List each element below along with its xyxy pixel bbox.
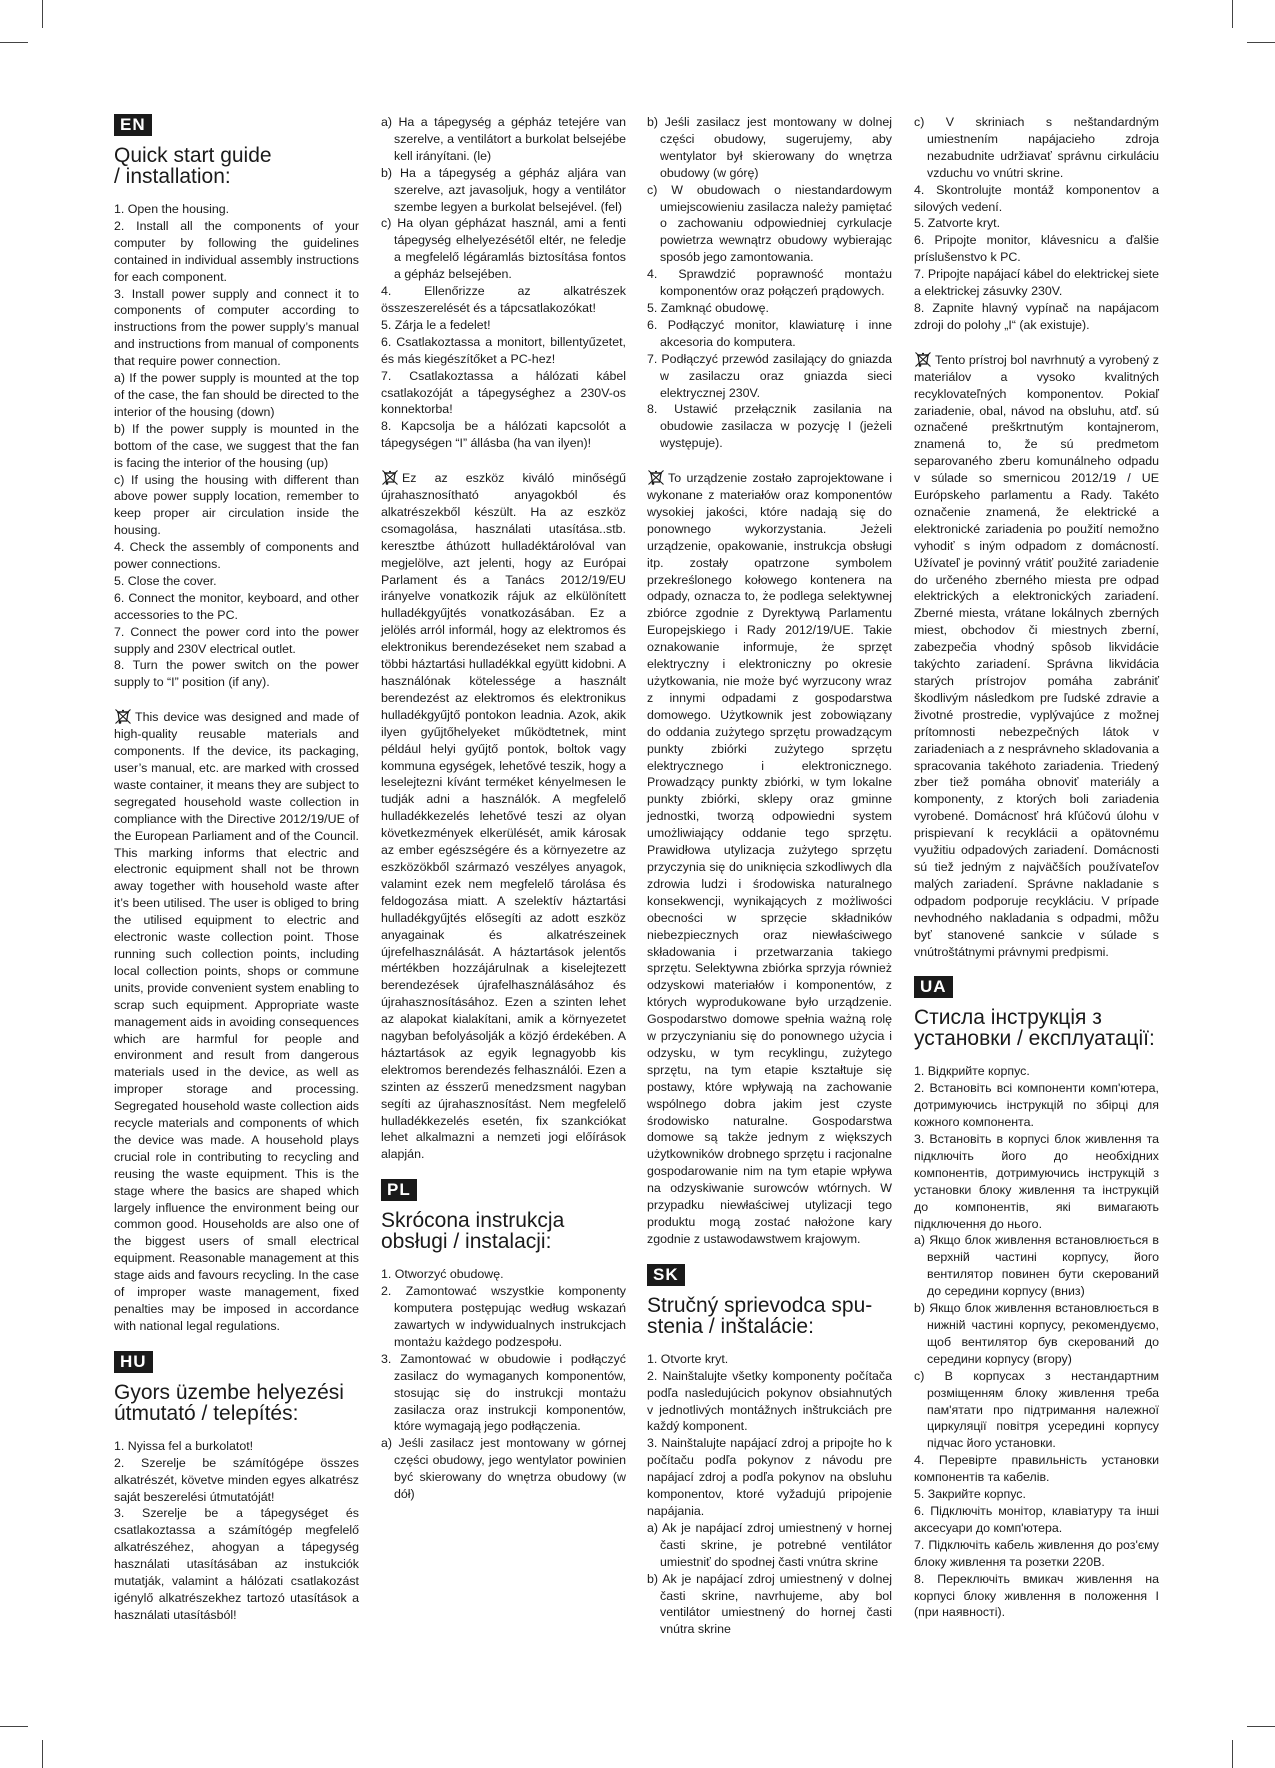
- step: 7. Connect the power cord into the power supply and 230V electrical outlet.: [114, 624, 359, 656]
- step: a) Ha a tápegység a gépház tetejére van szerelve, a ventilátort a burkolat belsejébe kell irányítani. (le): [381, 115, 626, 163]
- step: c) If using the housing with different than above power supply location, remember to keep proper air circulation inside the housing.: [114, 472, 359, 538]
- weee-notice-pl: To urządzenie zostało zaprojektowane i wykonane z materiałów oraz komponentów wysokiej jakości, które nadają się do ponownego wykorzystania. Jeżeli urządzenie, opakowanie, instrukcja obsługi itp. zostały opatrzone symbolem przekreślonego kołowego kontenera na odpady, oznacza to, że podlega selektywnej zbiórce zgodnie z Dyrektywą Parlamentu Europejskiego i Rady 2012/19/UE. Takie oznakowanie informuje, że sprzęt elektryczny i elektroniczny po okresie użytkowania, nie może być wyrzucony wraz z innymi odpadami z gospodarstwa domowego. Użytkownik jest zobowiązany do oddania zużytego sprzętu prowadzącym punkty zbiórki zużytego sprzętu elektrycznego i elektronicznego. Prowadzący punkty zbiórki, w tym lokalne punkty zbiórki, sklepy oraz gminne jednostki, tworzą odpowiedni system umożliwiający oddanie tego sprzętu. Prawidłowa utylizacja zużytego sprzętu przyczynia się do uniknięcia szkodliwych dla zdrowia ludzi i środowiska naturalnego konsekwencji, wynikających z możliwości obecności w sprzęcie składników niebezpiecznych oraz niewłaściwego składowania i przetwarzania takiego sprzętu. Selektywna zbiórka sprzyja również odzyskowi materiałów i komponentów, z których wyprodukowane było urządzenie. Gospodarstwo domowe spełnia ważną rolę w przyczynianiu się do ponownego użycia i odzysku, w tym recyklingu, zużytego sprzętu, na tym etapie kształtuje się postawy, które wpływają na zachowanie wspólnego dobra jakim jest czyste środowisko naturalne. Gospodarstwa domowe są także jednym z większych użytkowników drobnego sprzętu i racjonalne gospodarowanie nim na tym etapie wpływa na odzyskiwanie surowców wtórnych. W przypadku niewłaściwej utylizacji tego produktu mogą zostać nałożone kary zgodnie z ustawodawstwem krajowym.: [647, 471, 892, 1246]
- step: 3. Szerelje be a tápegységet és csatlakoztassa a számítógép megfelelő alkatrészéhez, ahogyan a tápegység használati utasításában az instukciók mutatják, valamint a hálózati csatlakozást igénylő alkatrészekhez tartozó utasítások a használati utasításból!: [114, 1506, 359, 1622]
- steps-ua: [914, 1063, 1159, 1621]
- step: 4. Check the assembly of components and power connections.: [114, 540, 359, 572]
- step: 4. Перевірте правильність установки компонентів та кабелів.: [914, 1453, 1159, 1485]
- section-pl: [381, 1179, 626, 1503]
- step: a) Якщо блок живлення встановлюється в верхній частині корпусу, його вентилятор повинен бути скерований до середини корпусу (вниз): [914, 1233, 1159, 1299]
- step: 6. Pripojte monitor, klávesnicu a ďalšie príslušenstvo k PC.: [914, 233, 1159, 265]
- section-ua: [914, 976, 1159, 1621]
- step: c) В корпусах з нестандартним розміщенням блоку живлення треба пам'ятати про підтримання належної циркуляції повітря усередині корпусу підчас його установки.: [914, 1368, 1159, 1451]
- step: a) Ak je napájací zdroj umiestnený v hornej časti skrine, je potrebné ventilátor umiestniť do spodnej časti vnútra skrine: [647, 1520, 892, 1569]
- step: 5. Zárja le a fedelet!: [381, 317, 491, 332]
- language-badge-hu: HU: [114, 1351, 153, 1373]
- step: c) W obudowach o niestandardowym umiejscowieniu zasilacza należy pamiętać o zachowaniu odpowiedniej cyrkulacje powietrza wewnątrz obudowy wybierając sposób jego zamontowania.: [647, 182, 892, 265]
- steps-sk: [647, 1351, 892, 1638]
- step: 5. Zatvorte kryt.: [914, 216, 1001, 231]
- step: 7. Podłączyć przewód zasilający do gniazda w zasilaczu oraz gniazda sieci elektrycznej 230V.: [647, 351, 892, 400]
- section-sk: [647, 1264, 892, 1638]
- steps-sk-continued: [914, 114, 1159, 334]
- step: c) V skriniach s neštandardným umiestnením napájacieho zdroja nezabudnite udržiavať správnu cirkuláciu vzduchu vo vnútri skrine.: [914, 115, 1159, 180]
- step: b) Ha a tápegység a gépház aljára van szerelve, azt javasoljuk, hogy a ventilátor szembe legyen a burkolat belsejével. (fel): [381, 165, 626, 214]
- column-3: [647, 114, 892, 1638]
- step: 6. Connect the monitor, keyboard, and other accessories to the PC.: [114, 590, 359, 622]
- crossed-out-wheelie-bin-icon: [914, 351, 932, 368]
- step: 5. Zamknąć obudowę.: [647, 300, 769, 315]
- step: b) Jeśli zasilacz jest montowany w dolnej części obudowy, sugerujemy, aby wentylator był skierowany do wnętrza obudowy (w górę): [647, 115, 892, 180]
- section-title-en: Quick start guide / installation:: [114, 144, 272, 188]
- crop-mark: [1232, 1740, 1233, 1768]
- language-badge-pl: PL: [381, 1179, 417, 1201]
- step: 3. Встановіть в корпусі блок живлення та підключіть його до необхідних компонентів, дотримуючись інструкцій з установки блоку живлення та інструкцій до компонентів, які вимагають підключення до нього.: [914, 1132, 1159, 1231]
- step: 3. Install power supply and connect it to components of computer according to instructions from the power supply’s manual and instructions from manual of components that require power connection.: [114, 286, 359, 369]
- step: 6. Podłączyć monitor, klawiaturę i inne akcesoria do komputera.: [647, 317, 892, 349]
- crop-mark: [1232, 0, 1233, 28]
- column-4: [914, 114, 1159, 1621]
- step: 4. Ellenőrizze az alkatrészek összeszerelését és a tápcsatlakozókat!: [381, 284, 626, 315]
- step: 2. Szerelje be számítógépe összes alkatrészét, követve minden egyes alkatrész saját beszerelési útmutatóját!: [114, 1455, 359, 1504]
- section-en: [114, 114, 359, 1335]
- section-title-sk: Stručný sprievodca spu- stenia / inštalácie:: [647, 1293, 873, 1338]
- weee-notice-en: This device was designed and made of high-quality reusable materials and components. If the device, its packaging, user’s manual, etc. are marked with crossed waste container, it means they are subject to segregated household waste collection in compliance with the Directive 2012/19/UE of the European Parliament and of the Council. This marking informs that electric and electronic equipment shall not be thrown away together with household waste after it’s been utilised. The user is obliged to bring the utilised equipment to electric and electronic waste collection point. Those running such collection points, including local collection points, shops or commune units, provide convenient system enabling to scrap such equipment. Appropriate waste management aids in avoiding consequences which are harmful for people and environment and result from dangerous materials used in the device, as well as improper storage and processing. Segregated household waste collection aids recycle materials and components of which the device was made. A household plays crucial role in contributing to recycling and reusing the waste equipment. This is the stage where the basics are shaped which largely influence the environment being our common good. Households are also one of the biggest users of small electrical equipment. Reasonable management at this stage aids and favours recycling. In the case of improper waste management, fixed penalties may be imposed in accordance with national legal regulations.: [114, 710, 359, 1333]
- step: 6. Підключіть монітор, клавіатуру та інші аксесуари до комп'ютера.: [914, 1503, 1159, 1535]
- crossed-out-wheelie-bin-icon: [381, 469, 399, 486]
- step: 6. Csatlakoztassa a monitort, billentyűzetet, és más kiegészítőket a PC-hez!: [381, 334, 626, 366]
- step: b) Ak je napájací zdroj umiestnený v dolnej časti skrine, navrhujeme, aby bol ventilátor umiestnený do hornej časti vnútra skrine: [647, 1571, 892, 1637]
- section-title-pl: Skrócona instrukcja obsługi / instalacji:: [381, 1209, 565, 1254]
- step: 4. Skontrolujte montáž komponentov a silových vedení.: [914, 182, 1159, 214]
- crop-mark: [0, 1726, 28, 1727]
- crossed-out-wheelie-bin-icon: [114, 708, 132, 725]
- crop-mark: [1247, 1726, 1275, 1727]
- section-hu: [114, 1351, 359, 1624]
- step: 2. Install all the components of your computer by following the guidelines contained in individual assembly instructions for each component.: [114, 218, 359, 284]
- step: 1. Otvorte kryt.: [647, 1351, 729, 1366]
- language-badge-en: EN: [114, 114, 152, 136]
- section-title-ua: Стисла інструкція з установки / експлуатації:: [914, 1006, 1155, 1051]
- step: 7. Pripojte napájací kábel do elektrickej siete a elektrickej zásuvky 230V.: [914, 267, 1159, 299]
- step: 4. Sprawdzić poprawność montażu komponentów oraz połączeń prądowych.: [647, 267, 892, 299]
- steps-hu: [114, 1438, 359, 1624]
- language-badge-ua: UA: [914, 976, 953, 998]
- crossed-out-wheelie-bin-icon: [647, 469, 665, 486]
- step: 5. Закрийте корпус.: [914, 1487, 1026, 1502]
- step: 2. Zamontować wszystkie komponenty komputera postępując według wskazań zawartych w indywidualnych instrukcjach montażu każdego podzespołu.: [381, 1284, 626, 1349]
- step: b) Якщо блок живлення встановлюється в нижній частині корпусу, рекомендуємо, щоб вентилятор був скерований до середини корпусу (вгору): [914, 1301, 1159, 1366]
- weee-notice-hu: Ez az eszköz kiváló minőségű újrahasznosítható anyagokból és alkatrészekből készült. Ha az eszköz csomagolása, használati utasítása..stb. keresztbe áthúzott hulladéktárolóval van megjelölve, azt jelenti, hogy az Európai Parlament és a Tanács 2012/19/EU irányelve vonatkozik rájuk az elkülönített hulladékgyűjtés vonatkozásában. Ez a jelölés arról informál, hogy az elektromos és elektronikus berendezéseket nem szabad a többi háztartási hulladékkal együtt kidobni. A használónak kötelessége a használt berendezést az elektromos és elektronikus hulladékgyűjtő pontokon leadnia. Azok, akik ilyen gyűjtőhelyeket működtetnek, mint például helyi gyűjtő pontok, boltok vagy kommuna egységek, lehetővé teszik, hogy a leselejtezni kívánt terméket kényelmesen le tudják adni a használók. A megfelelő hulladékkezelés lehetővé teszi az olyan következmények elkerülését, amik károsak az ember egészségére és a környezetre az eszközökből származó veszélyes anyagok, valamint ezek nem megfelelő tárolása és feldogozása miatt. A szelektív háztartási hulladékgyűjtés elősegíti az adott eszköz anyagainak és alkatrészeinek újrefelhasználását. A háztartások jelentős mértékben hozzájárulnak a kiselejtezett berendezések újrafelhasználásához és újrahasznosításához. Ezen a szinten lehet az alapokat kialakítani, amik a környezetet nagyban befolyásolják a közjó érdekében. A háztartások az egyik legnagyobb kis elektromos berendezés felhasználói. Ezen a szinten az ésszerű menedzsment nagyban segíti az újrahasznosítást. Nem megfelelő hulladékkezelés esetén, fix szankciókat lehet alkalmazni a nemzeti jogi előírások alapján.: [381, 471, 626, 1162]
- crop-mark: [1247, 42, 1275, 43]
- step: a) If the power supply is mounted at the top of the case, the fan should be directed to the interior of the housing (down): [114, 371, 359, 419]
- steps-pl: [381, 1266, 626, 1503]
- crop-mark: [42, 1740, 43, 1768]
- step: 3. Zamontować w obudowie i podłączyć zasilacz do wymaganych komponentów, stosując się do instrukcji montażu zasilacza oraz instrukcji komponentów, które wymagają jego podłączenia.: [381, 1351, 626, 1434]
- step: 8. Turn the power switch on the power supply to “I” position (if any).: [114, 658, 359, 690]
- step: 8. Ustawić przełącznik zasilania na obudowie zasilacza w pozycję I (jeżeli występuje).: [647, 402, 892, 451]
- step: b) If the power supply is mounted in the bottom of the case, we suggest that the fan is facing the interior of the housing (up): [114, 421, 359, 470]
- step: 1. Open the housing.: [114, 202, 230, 216]
- step: 8. Zapnite hlavný vypínač na napájacom zdroji do polohy „I“ (ak existuje).: [914, 300, 1159, 332]
- step: 1. Відкрийте корпус.: [914, 1064, 1030, 1079]
- step: 8. Переключіть вмикач живлення на корпусі блоку живлення в положення I (при наявності).: [914, 1571, 1159, 1620]
- language-badge-sk: SK: [647, 1264, 685, 1286]
- step: 1. Nyissa fel a burkolatot!: [114, 1438, 254, 1453]
- step: 7. Csatlakoztassa a hálózati kábel csatlakozóját a tápegységhez a 230V-os konnektorba!: [381, 368, 626, 417]
- step: 8. Kapcsolja be a hálózati kapcsolót a tápegységen “I” állásba (ha van ilyen)!: [381, 419, 626, 451]
- weee-notice-sk: Tento prístroj bol navrhnutý a vyrobený z materiálov a vysoko kvalitných recyklovateľných komponentov. Pokiaľ zariadenie, obal, návod na obsluhu, atď. sú označené preškrtnutým kontajnerom, znamená to, že sú predmetom separovaného zberu komunálneho odpadu v súlade so smernicou 2012/19 / UE Európskeho parlamentu a Rady. Takéto označenie znamená, že elektrické a elektronické zariadenia po použití nemožno vyhodiť s iným odpadom z domácností. Užívateľ je povinný vrátiť použité zariadenie do určeného zberného miesta pre odpad elektrických a elektronických zariadení. Zberné miesta, vrátane lokálnych zberných miest, obchodov či miestnych zberní, zabezpečia vhodný spôsob likvidácie takýchto zariadení. Správna likvidácia starých prístrojov pomáha zabrániť škodlivým následkom pre ľudské zdravie a životné prostredie, vyplývajúce z možnej prítomnosti nebezpečných látok v zariadeniach a z nesprávneho skladovania a spracovania takéhoto zariadenia. Triedený zber tiež pomáha obnoviť materiály a komponenty, z ktorých boli zariadenia vyrobené. Domácnosť hrá kľúčovú úlohu v prispievaní k recyklácii a opätovnému využitiu odpadových zariadení. Domácnosti sú tiež jedným z najväčších používateľov malých zariadení. Správne nakladanie s odpadom podporuje recykláciu. V prípade nevhodného nakladania s odpadmi, môžu byť stanovené sankcie v súlade s vnútroštátnymi právnymi predpismi.: [914, 352, 1159, 959]
- step: 5. Close the cover.: [114, 573, 217, 588]
- step: 1. Otworzyć obudowę.: [381, 1267, 504, 1282]
- crop-mark: [42, 0, 43, 28]
- step: c) Ha olyan gépházat használ, ami a fenti tápegység elhelyezésétől eltér, ne feledje a megfelelő légáramlás biztosítása fontos a gépház belsejében.: [381, 216, 626, 282]
- column-1: [114, 114, 359, 1624]
- steps-pl-continued: [647, 114, 892, 452]
- column-2: [381, 114, 626, 1503]
- step: a) Jeśli zasilacz jest montowany w górnej części obudowy, jego wentylator powinien być skierowany do wnętrza obudowy (w dół): [381, 1436, 626, 1502]
- crop-mark: [0, 42, 28, 43]
- step: 2. Nainštalujte všetky komponenty počítača podľa nasledujúcich pokynov obsiahnutých v jednotlivých montážnych inštrukciách pre každý komponent.: [647, 1368, 892, 1434]
- step: 2. Встановіть всі компоненти комп'ютера, дотримуючись інструкцій по збірці для кожного компонента.: [914, 1081, 1159, 1130]
- step: 3. Nainštalujte napájací zdroj a pripojte ho k počítaču podľa pokynov z návodu pre napájací zdroj a podľa pokynov na obsluhu komponentov, ktoré vyžadujú pripojenie napájania.: [647, 1436, 892, 1518]
- step: 7. Підключіть кабель живлення до роз'єму блоку живлення та розетки 220В.: [914, 1537, 1159, 1569]
- steps-en: [114, 201, 359, 691]
- steps-hu-continued: [381, 114, 626, 452]
- section-title-hu: Gyors üzembe helyezési útmutató / telepítés:: [114, 1380, 344, 1425]
